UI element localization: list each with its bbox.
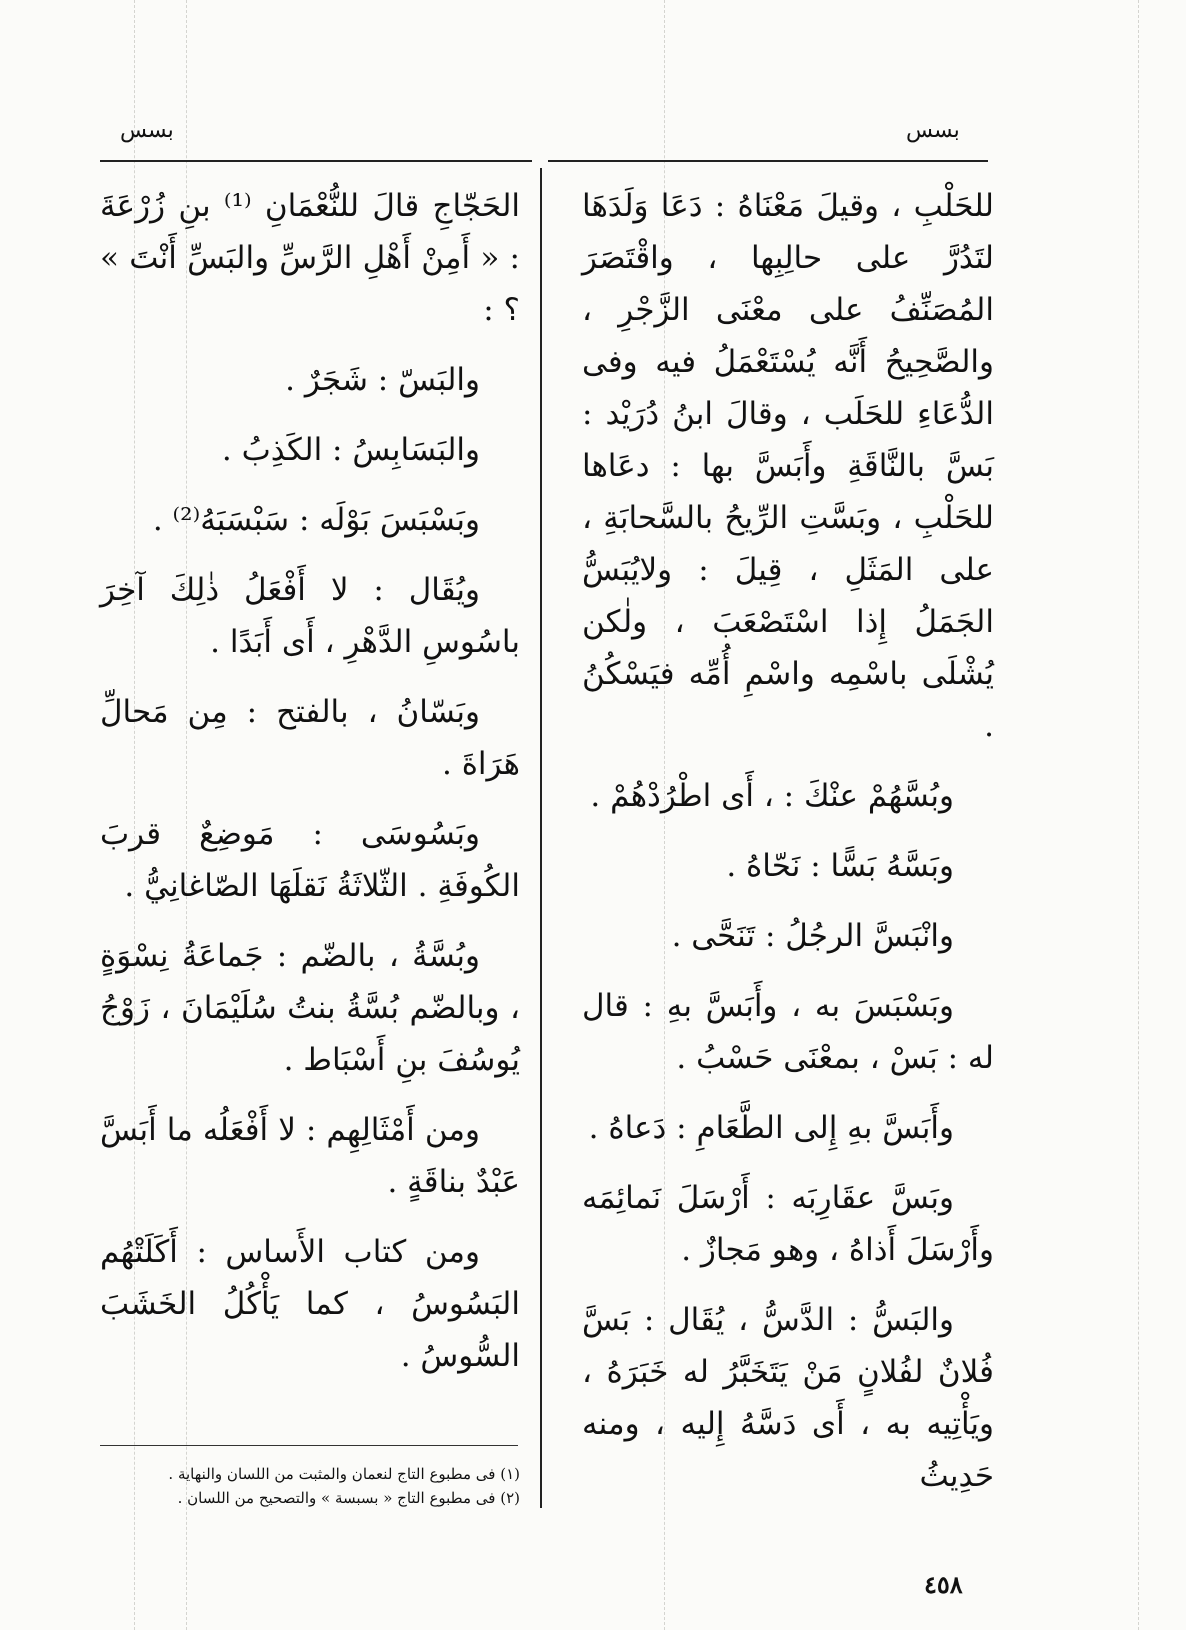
paragraph: والبَسُّ : الدَّسُّ ، يُقَال : بَسَّ فُلانٌ لفُلانٍ مَنْ يَتَخَبَّرُ له خَبَرَهُ ، ويَأْتِيه به ، أَى دَسَّهُ إِليه ، ومنه حَدِيثُ bbox=[582, 1302, 994, 1494]
right-column bbox=[582, 180, 994, 1520]
paragraph: ومن كتاب الأَساس : أَكَلَتْهُم البَسُوسُ ، كما يَأْكُلُ الخَشَبَ السُّوسُ . bbox=[100, 1234, 520, 1374]
column-divider bbox=[540, 168, 542, 1508]
paragraph: للحَلْبِ ، وقيلَ مَعْنَاهُ : دَعَا وَلَدَهَا لتَدُرَّ على حالِبِها ، واقْتَصَرَ المُصَنِّفُ على معْنَى الزَّجْرِ ، والصَّحِيحُ أَنَّه يُسْتَعْمَلُ فيه وفى الدُّعَاءِ للحَلَب ، وقالَ ابنُ دُرَيْد : بَسَّ بالنَّاقَةِ وأَبَسَّ بها : دعَاها للحَلْبِ ، وبَسَّتِ الرِّيحُ بالسَّحابَةِ ، على المَثَلِ ، قِيلَ : ولايُبَسُّ الجَمَلُ إِذا اسْتَصْعَبَ ، ولٰكن يُشْلَى باسْمِه واسْمِ أُمِّه فيَسْكُنُ . bbox=[582, 188, 994, 744]
paragraph: وبُسَّهُمْ عنْكَ : ، أَى اطْرُدْهُمْ . bbox=[590, 778, 954, 814]
footnote-rule bbox=[100, 1445, 518, 1446]
paragraph: وبَسَّهُ بَسًّا : نَحّاهُ . bbox=[726, 848, 954, 884]
header-rule-right bbox=[548, 160, 988, 162]
paragraph: وبَسّانُ ، بالفتح : مِن مَحالِّ هَرَاةَ . bbox=[100, 694, 520, 782]
paragraph: وأَبَسَّ بهِ إِلى الطَّعَامِ : دَعاهُ . bbox=[588, 1110, 954, 1146]
paragraph: ويُقَال : لا أَفْعَلُ ذٰلِكَ آخِرَ باسُوسِ الدَّهْرِ ، أَى أَبَدًا . bbox=[100, 572, 520, 660]
paragraph: وبَسُوسَى : مَوضِعٌ قربَ الكُوفَةِ . الثّلاثَةُ نَقلَهَا الصّاغانِيُّ . bbox=[100, 816, 520, 904]
fold-line-right bbox=[1138, 0, 1139, 1630]
footnote: (١) فى مطبوع التاج لنعمان والمثبت من اللسان والنهاية . bbox=[168, 1465, 520, 1483]
header-rule-left bbox=[100, 160, 532, 162]
footnote: (٢) فى مطبوع التاج « بسبسة » والتصحيح من اللسان . bbox=[177, 1489, 520, 1507]
paragraph: والبَسّ : شَجَرٌ . bbox=[285, 362, 480, 398]
running-head-right: بسس bbox=[906, 118, 960, 143]
paragraph: وبُسَّةُ ، بالضّم : جَماعَةُ نِسْوَةٍ ، وبالضّم بُسَّةُ بنتُ سُلَيْمَانَ ، زَوْجُ يُوسُفَ بنِ أَسْبَاط . bbox=[100, 938, 520, 1078]
left-column bbox=[100, 180, 520, 1400]
footnotes bbox=[96, 1462, 520, 1510]
page-number: ٤٥٨ bbox=[924, 1570, 963, 1599]
paragraph: والبَسَابِسُ : الكَذِبُ . bbox=[221, 432, 480, 468]
paragraph: الحَجّاجِ قالَ للنُّعْمَانِ ⁽¹⁾ بنِ زُرْعَةَ : « أَمِنْ أَهْلِ الرَّسِّ والبَسِّ أَنْتَ » ؟ : bbox=[100, 188, 520, 328]
paragraph: وبَسَّ عقَارِبَه : أَرْسَلَ نَمائِمَه وأَرْسَلَ أَذاهُ ، وهو مَجازٌ . bbox=[582, 1180, 994, 1268]
paragraph: وبَسْبَسَ به ، وأَبَسَّ بهِ : قال له : بَسْ ، بمعْنَى حَسْبُ . bbox=[582, 988, 994, 1076]
running-head-left: بسس bbox=[120, 118, 174, 143]
paragraph: ومن أَمْثَالِهِم : لا أَفْعَلُه ما أَبَسَّ عَبْدٌ بناقَةٍ . bbox=[100, 1112, 520, 1200]
paragraph: وبَسْبَسَ بَوْلَه : سَبْسَبَهُ⁽²⁾ . bbox=[152, 502, 480, 538]
paragraph: وانْبَسَّ الرجُلُ : تَنَحَّى . bbox=[671, 918, 954, 954]
